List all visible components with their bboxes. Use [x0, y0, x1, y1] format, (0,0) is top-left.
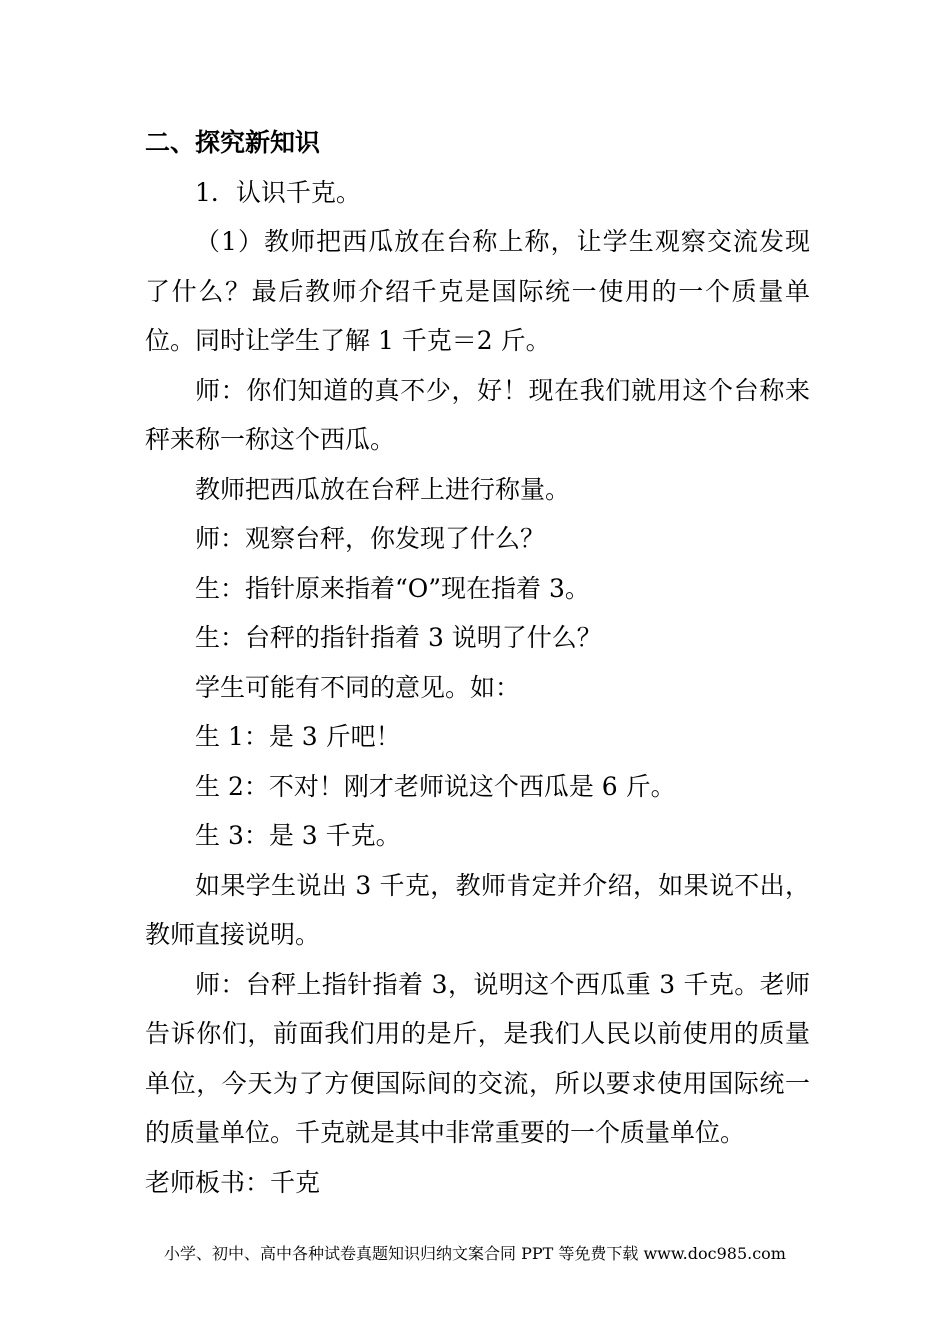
paragraph-14: 老师板书：千克: [145, 1167, 321, 1197]
paragraph-3: 师：你们知道的真不少，好！现在我们就用这个台称来秤来称一称这个西瓜。: [145, 375, 810, 454]
paragraph-5: 师：观察台秤，你发现了什么？: [195, 524, 546, 553]
page-footer: 小学、初中、高中各种试卷真题知识归纳文案合同 PPT 等免费下载 www.doc985.com: [164, 1244, 786, 1263]
paragraph-8: 学生可能有不同的意见。如：: [195, 672, 521, 702]
paragraph-4: 教师把西瓜放在台秤上进行称量。: [195, 474, 571, 504]
section-heading: 二、探究新知识: [145, 128, 321, 157]
paragraph-13: 师：台秤上指针指着 3，说明这个西瓜重 3 千克。老师告诉你们，前面我们用的是斤，是我们人民以前使用的质量单位，今天为了方便国际间的交流，所以要求使用国际统一的质量单位。千克就是其中非常重要的一个质量单位。: [145, 969, 810, 1147]
paragraph-11: 生 3：是 3 千克。: [195, 821, 401, 850]
paragraph-10: 生 2：不对！刚才老师说这个西瓜是 6 斤。: [195, 771, 676, 801]
document-body: [145, 118, 810, 1207]
paragraph-2: （1）教师把西瓜放在台称上称，让学生观察交流发现了什么？最后教师介绍千克是国际统一使用的一个质量单位。同时让学生了解 1 千克＝2 斤。: [145, 227, 810, 355]
paragraph-12: 如果学生说出 3 千克，教师肯定并介绍，如果说不出，教师直接说明。: [145, 870, 810, 949]
paragraph-1: 1．认识千克。: [195, 177, 361, 207]
paragraph-9: 生 1：是 3 斤吧！: [195, 722, 401, 751]
paragraph-7: 生：台秤的指针指着 3 说明了什么？: [195, 623, 602, 652]
paragraph-6: 生：指针原来指着“O”现在指着 3。: [195, 573, 590, 603]
